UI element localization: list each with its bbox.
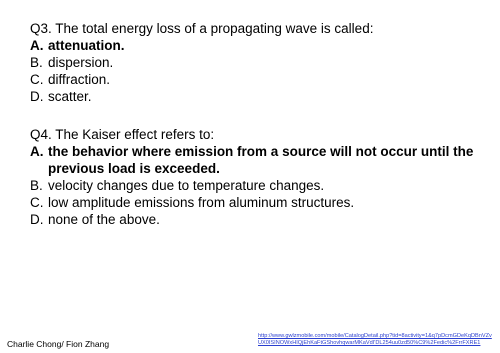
answer-option-c xyxy=(30,194,485,211)
option-text: none of the above. xyxy=(48,212,160,227)
question-text: Q3. The total energy loss of a propagating wave is called: xyxy=(30,21,374,36)
source-link[interactable]: http://www.gwlzmobile.com/mobile/CatalogDetail.php?tid=8activity=1&q7pDcmGDeKqDBnVZvUX0ISINOWxHIQjEhKaFtGShovhqwarMKaVdI'DL254uu0zd50%C9%2Fedic%2FrrFXRE1 xyxy=(258,333,492,346)
answer-option-c xyxy=(30,71,485,88)
answer-option-a xyxy=(30,37,485,54)
answer-option-b xyxy=(30,177,485,194)
option-text: low amplitude emissions from aluminum structures. xyxy=(48,195,355,210)
option-label: D. xyxy=(30,212,44,227)
option-text: scatter. xyxy=(48,89,92,104)
option-label: C. xyxy=(30,72,44,87)
answer-option-b xyxy=(30,54,485,71)
question-text: Q4. The Kaiser effect refers to: xyxy=(30,127,215,142)
author-credit: Charlie Chong/ Fion Zhang xyxy=(7,339,110,349)
option-text: attenuation. xyxy=(48,38,125,53)
option-label: B. xyxy=(30,178,43,193)
question-block-q3 xyxy=(30,20,485,105)
answer-option-d xyxy=(30,88,485,105)
option-label: C. xyxy=(30,195,44,210)
option-label: B. xyxy=(30,55,43,70)
option-text: dispersion. xyxy=(48,55,114,70)
option-label: A. xyxy=(30,144,44,159)
option-label: D. xyxy=(30,89,44,104)
question-block-q4 xyxy=(30,126,485,228)
option-text: the behavior where emission from a source will not occur until the previous load is exceeded. xyxy=(48,144,474,176)
answer-option-a xyxy=(30,143,485,177)
option-label: A. xyxy=(30,38,44,53)
option-text: velocity changes due to temperature changes. xyxy=(48,178,325,193)
option-text: diffraction. xyxy=(48,72,111,87)
answer-option-d xyxy=(30,211,485,228)
